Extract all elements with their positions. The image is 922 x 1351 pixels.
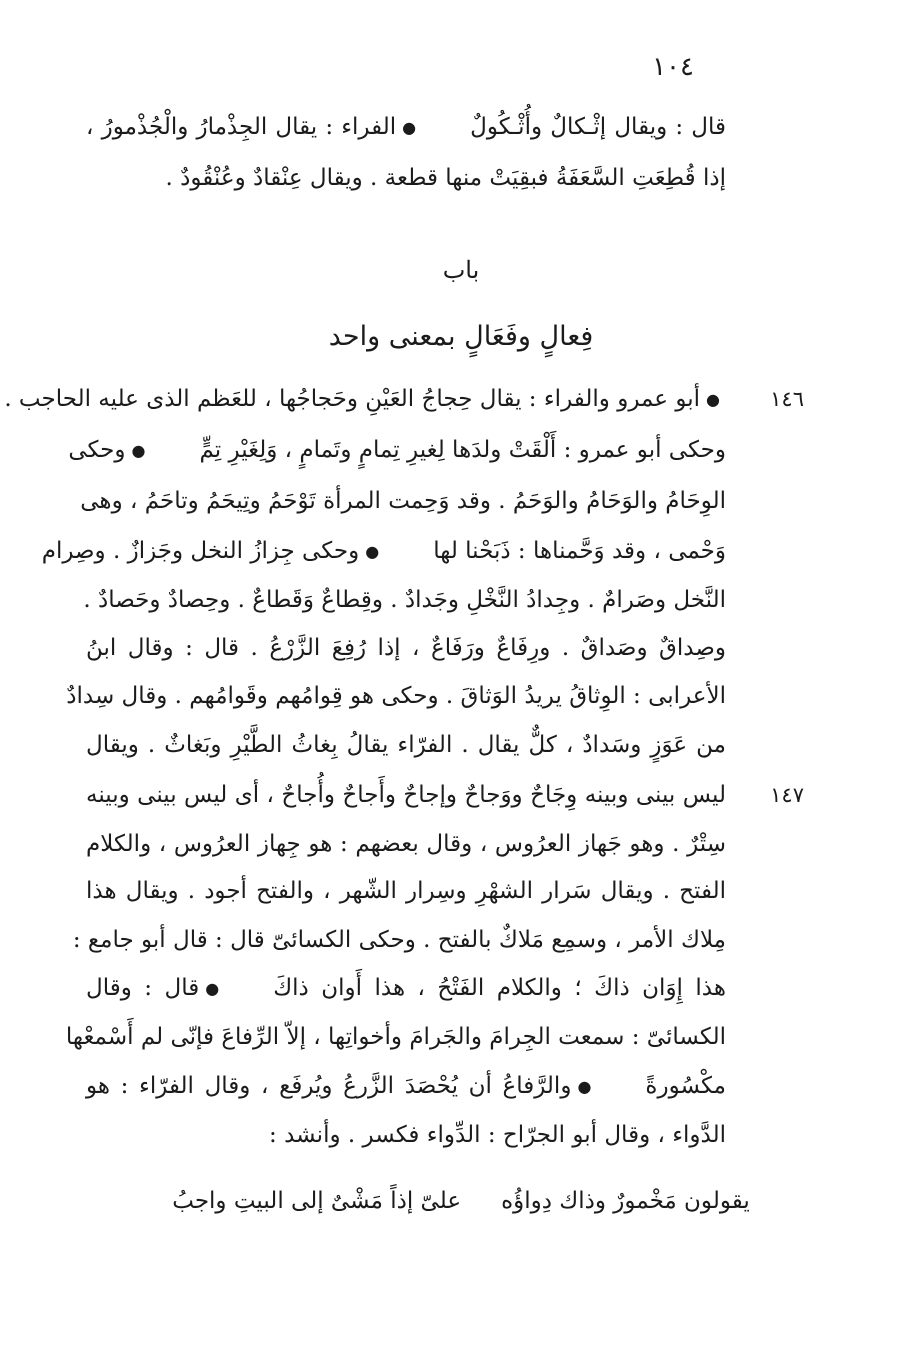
chapter-label: باب <box>442 256 480 284</box>
paragraph-line: الأعرابى : الوِثاقُ يريدُ الوَثاقَ . وحكى هو قِوامُهم وقَوامُهم . وقال سِدادٌ <box>66 683 726 709</box>
line-text: وَحْمى ، وقد وَحَّمناها : ذَبَحْنا لها <box>433 538 726 564</box>
bullet-icon: ● <box>577 1077 592 1096</box>
poem-verse <box>0 1186 922 1216</box>
paragraph-line <box>86 1071 726 1102</box>
line-text: هذا إِوَان ذاكَ ؛ والكلام الفَتْحُ ، هذا أَوان ذاكَ <box>273 975 726 1001</box>
paragraph-line: مِلاك الأمر ، وسمِع مَلاكٌ بالفتح . وحكى الكسائىّ قال : قال أبو جامع : <box>72 927 726 953</box>
line-text: مكْسُورةً <box>645 1073 726 1099</box>
line-text: الفراء : يقال الجِذْمارُ والْجُذْمورُ ، <box>86 114 397 140</box>
bullet-icon: ● <box>402 118 417 137</box>
bullet-icon: ● <box>706 390 720 409</box>
line-text: قال : ويقال إثْـكالٌ وأُثْـكُولٌ <box>470 114 726 140</box>
paragraph-line: النَّخل وصَرامٌ . وجِدادُ النَّخْلِ وجَدادٌ . وقِطاعٌ وَقَطاعٌ . وحِصادٌ وحَصادٌ . <box>83 587 726 613</box>
section-number: ١٤٧ <box>770 783 804 807</box>
bullet-icon: ● <box>205 979 220 998</box>
verse-second-hemistich: علىّ إذاً مَشْىٌ إلى البيتِ واجبُ <box>172 1188 462 1214</box>
line-text: والرَّفاعُ أن يُحْصَدَ الزَّرعُ ويُرفَع ، وقال الفرّاء : هو <box>86 1073 572 1099</box>
paragraph-line: سِتْرٌ . وهو جَهاز العرُوس ، وقال بعضهم : هو جِهاز العرُوس ، والكلام <box>86 831 726 857</box>
page-number: ١٠٤ <box>652 52 694 82</box>
paragraph-line: إذا قُطِعَتِ السَّعَفَةُ فبقِيَتْ منها قطعة . ويقال عِنْقادٌ وعُنْقُودٌ . <box>165 165 726 191</box>
paragraph-line: من عَوَزٍ وسَدادٌ ، كلٌّ يقال . الفرّاء يقالُ بِغاثُ الطَّيْرِ وبَغاثٌ . ويقال <box>86 732 726 758</box>
line-text: وحكى أبو عمرو : أَلْقَتْ ولدَها لِغيرِ تِمامٍ وتَمامٍ ، وَلِغَيْرِ تِمٍّ <box>199 437 726 463</box>
paragraph-line <box>86 112 726 143</box>
paragraph-line: الفتح . ويقال سَرار الشهْرِ وسِرار الشّهر ، والفتح أجود . ويقال هذا <box>86 878 726 904</box>
paragraph-line: الوِحَامُ والوَحَامُ والوَحَمُ . وقد وَحِمت المرأة تَوْحَمُ وتِيحَمُ وتاحَمُ ، وهى <box>80 488 726 514</box>
section-number: ١٤٦ <box>770 387 804 411</box>
paragraph-line: وصِداقٌ وصَداقٌ . ورِفَاعٌ ورَفَاعٌ ، إذا رُفِعَ الزَّرْعُ . قال : وقال ابنُ <box>86 635 726 661</box>
paragraph-line <box>41 536 726 567</box>
chapter-title: فِعالٍ وفَعَالٍ بمعنى واحد <box>328 321 594 352</box>
line-text: أبو عمرو والفراء : يقال حِجاجُ العَيْنِ وحَجاجُها ، للعَظم الذى عليه الحاجب . <box>4 386 701 412</box>
paragraph-line <box>68 435 726 466</box>
line-text: وحكى <box>68 437 126 463</box>
line-text: قال : وقال <box>86 975 200 1001</box>
paragraph-line <box>4 384 726 415</box>
paragraph-line: ليس بينى وبينه وِجَاحٌ ووَجاحٌ وإجاحٌ وأَجاحٌ وأُجاحٌ ، أى ليس بينى وبينه <box>86 782 726 808</box>
paragraph-line <box>86 973 726 1004</box>
bullet-icon: ● <box>365 542 380 561</box>
paragraph-line: الكسائىّ : سمعت الجِرامَ والجَرامَ وأخواتِها ، إلاّ الرِّفاعَ فإنّى لم أَسْمعْها <box>65 1024 726 1050</box>
paragraph-line: الدَّواء ، وقال أبو الجرّاح : الدِّواء فكسر . وأنشد : <box>269 1122 726 1148</box>
bullet-icon: ● <box>131 441 146 460</box>
verse-first-hemistich: يقولون مَخْمورٌ وذاك دِواؤُه <box>501 1188 750 1214</box>
line-text: وحكى جِزازُ النخل وجَزازٌ . وصِرام <box>41 538 360 564</box>
